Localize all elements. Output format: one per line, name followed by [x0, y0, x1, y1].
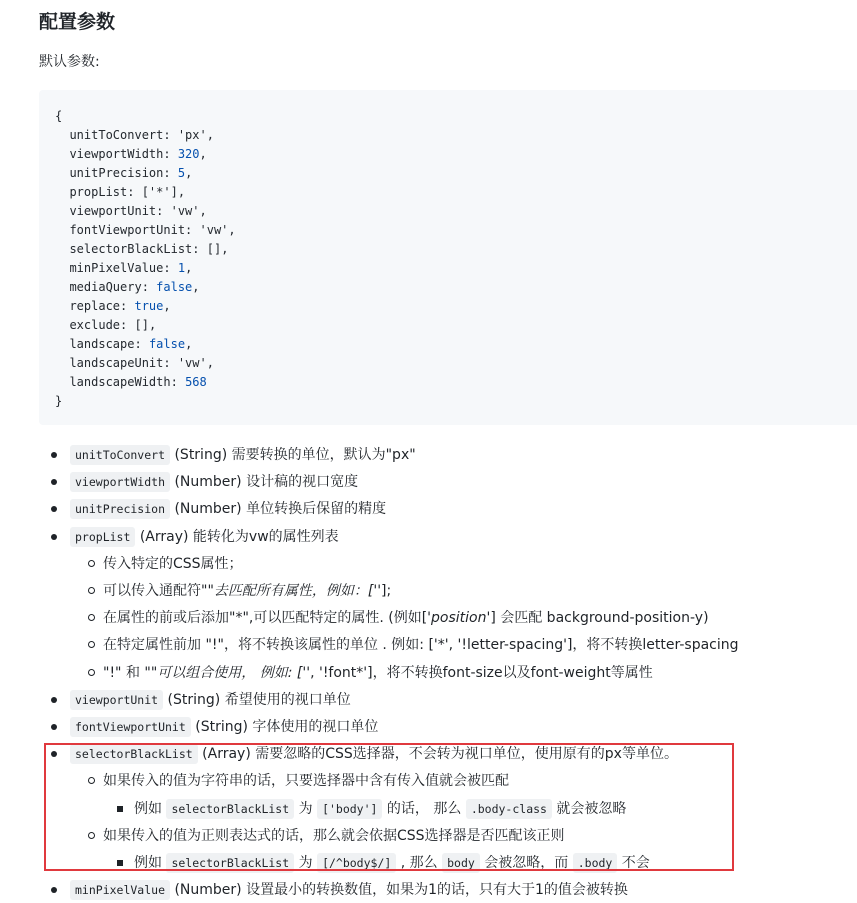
bullet-disc-icon	[51, 697, 57, 703]
code-key: selectorBlackList	[69, 242, 193, 256]
code-key: mediaQuery	[69, 280, 142, 294]
code-line: unitToConvert: 'px',	[69, 128, 214, 142]
plain-text: 为	[294, 800, 318, 817]
bullet-disc-icon	[51, 751, 57, 757]
plain-text: , 那么	[396, 855, 443, 871]
option-text	[70, 442, 416, 468]
code-value: false	[156, 280, 193, 294]
plain-text: (Array) 需要忽略的CSS选择器，不会转为视口单位，使用原有的px等单位。	[197, 746, 678, 763]
code-line: replace: true,	[69, 299, 171, 313]
option-text	[103, 605, 709, 631]
code-key: fontViewportUnit	[69, 223, 186, 237]
option-text	[103, 823, 565, 849]
bullet-circle-icon	[88, 832, 95, 839]
option-text	[70, 469, 358, 495]
option-text	[103, 551, 243, 577]
plain-text: (String) 希望使用的视口单位	[163, 691, 351, 708]
emphasis-text: position	[431, 610, 487, 627]
inline-code: body	[442, 853, 480, 873]
plain-text: '] 会匹配 background-position-y)	[486, 610, 709, 627]
option-item	[0, 741, 857, 767]
option-text	[134, 850, 650, 876]
bullet-circle-icon	[88, 587, 95, 594]
code-key: replace	[69, 299, 121, 313]
option-item	[0, 469, 857, 495]
plain-text: 的话， 那么	[382, 800, 466, 817]
option-subitem	[0, 605, 857, 631]
plain-text: (String) 字体使用的视口单位	[190, 719, 379, 735]
code-value: []	[206, 242, 222, 256]
inline-code: propList	[70, 527, 135, 547]
inline-code: fontViewportUnit	[70, 717, 191, 737]
option-text	[103, 768, 509, 794]
option-subitem	[0, 660, 857, 686]
code-value: 'vw'	[199, 223, 229, 237]
option-item	[0, 524, 857, 550]
plain-text: (String) 需要转换的单位，默认为"px"	[170, 447, 416, 463]
code-line: propList: ['*'],	[69, 185, 186, 199]
option-text	[70, 877, 628, 903]
code-line: landscape: false,	[69, 337, 193, 351]
option-text	[70, 714, 378, 740]
bullet-circle-icon	[88, 669, 95, 676]
plain-text: 会被忽略，而	[479, 855, 573, 871]
plain-text: 不会	[617, 855, 650, 871]
bullet-circle-icon	[88, 560, 95, 567]
code-key: landscapeWidth	[69, 375, 171, 389]
code-value: 'px'	[177, 128, 207, 142]
option-text	[70, 496, 386, 522]
inline-code: selectorBlackList	[166, 853, 294, 873]
code-line: unitPrecision: 5,	[69, 166, 193, 180]
code-line: landscapeWidth: 568	[69, 375, 207, 389]
code-content	[55, 107, 236, 411]
bullet-disc-icon	[51, 452, 57, 458]
bullet-disc-icon	[51, 506, 57, 512]
bullet-disc-icon	[51, 887, 57, 893]
option-example	[0, 850, 857, 876]
inline-code: unitPrecision	[70, 499, 170, 519]
bullet-disc-icon	[51, 479, 57, 485]
plain-text: 例如	[134, 855, 167, 871]
inline-code: [/^body$/]	[317, 853, 396, 873]
code-value: 320	[177, 147, 200, 161]
bullet-circle-icon	[88, 777, 95, 784]
emphasis-text: 去匹配所有属性，例如：['	[213, 583, 378, 599]
option-subitem	[0, 551, 857, 577]
code-key: minPixelValue	[69, 261, 164, 275]
plain-text: (Number) 设计稿的视口宽度	[170, 474, 359, 491]
code-line: viewportWidth: 320,	[69, 147, 207, 161]
inline-code: selectorBlackList	[166, 799, 294, 819]
option-subitem	[0, 578, 857, 604]
code-value: true	[134, 299, 164, 313]
option-text	[70, 524, 339, 550]
plain-text: (Number) 设置最小的转换数值，如果为1的话，只有大于1的值会被转换	[170, 882, 628, 899]
bullet-disc-icon	[51, 534, 57, 540]
option-text	[103, 632, 739, 658]
code-value: ['*']	[141, 185, 178, 199]
code-key: viewportUnit	[69, 204, 157, 218]
code-key: propList	[69, 185, 128, 199]
plain-text: 可以传入通配符""	[103, 583, 214, 599]
option-text	[103, 578, 391, 604]
plain-text: 就会被忽略	[551, 800, 627, 817]
inline-code: selectorBlackList	[70, 744, 198, 764]
code-block	[39, 90, 857, 425]
bullet-square-icon	[117, 860, 123, 866]
plain-text: 例如	[134, 800, 167, 817]
option-item	[0, 496, 857, 522]
code-key: unitToConvert	[69, 128, 164, 142]
code-line: fontViewportUnit: 'vw',	[69, 223, 236, 237]
code-brace-open: {	[55, 109, 63, 123]
code-line: viewportUnit: 'vw',	[69, 204, 207, 218]
page-title: 配置参数	[39, 11, 116, 33]
inline-code: unitToConvert	[70, 445, 170, 465]
code-value: []	[134, 318, 149, 332]
plain-text: 为	[294, 855, 318, 871]
code-key: viewportWidth	[69, 147, 164, 161]
option-item	[0, 442, 857, 468]
option-item	[0, 714, 857, 740]
plain-text: (Number) 单位转换后保留的精度	[170, 501, 387, 518]
plain-text: (Array) 能转化为vw的属性列表	[135, 528, 339, 545]
code-value: false	[148, 337, 186, 351]
bullet-disc-icon	[51, 724, 57, 730]
code-key: landscape	[69, 337, 135, 351]
option-subitem	[0, 632, 857, 658]
code-value: 5	[177, 166, 186, 180]
code-brace-close: }	[55, 394, 63, 408]
code-line: minPixelValue: 1,	[69, 261, 193, 275]
inline-code: minPixelValue	[70, 880, 170, 900]
option-text	[70, 741, 678, 767]
code-line: mediaQuery: false,	[69, 280, 200, 294]
option-subitem	[0, 823, 857, 849]
option-text	[70, 687, 351, 713]
option-text	[103, 660, 653, 686]
plain-text: "!" 和 ""	[103, 664, 158, 681]
code-key: exclude	[69, 318, 121, 332]
option-text	[134, 796, 626, 822]
plain-text: 在特定属性前加 "!"，将不转换该属性的单位 . 例如: ['*', '!letter-spacing']，将不转换letter-spacing	[103, 637, 739, 654]
bullet-square-icon	[117, 806, 123, 812]
option-example	[0, 796, 857, 822]
code-value: 'vw'	[177, 356, 207, 370]
code-line: exclude: [],	[69, 318, 157, 332]
bullet-circle-icon	[88, 614, 95, 621]
option-subitem	[0, 768, 857, 794]
code-value: 1	[177, 261, 186, 275]
option-item	[0, 877, 857, 903]
inline-code: viewportUnit	[70, 690, 163, 710]
code-value: 'vw'	[170, 204, 200, 218]
plain-text: '];	[377, 583, 392, 599]
plain-text: 传入特定的CSS属性；	[103, 555, 243, 572]
code-line: landscapeUnit: 'vw',	[69, 356, 214, 370]
plain-text: 如果传入的值为正则表达式的话，那么就会依据CSS选择器是否匹配该正则	[103, 827, 565, 844]
code-key: unitPrecision	[69, 166, 164, 180]
plain-text: ', '!font*']，将不转换font-size以及font-weight等属性	[306, 664, 653, 681]
inline-code: viewportWidth	[70, 472, 170, 492]
inline-code: .body	[573, 853, 618, 873]
bullet-circle-icon	[88, 641, 95, 648]
emphasis-text: 可以组合使用， 例如: ['	[157, 664, 307, 681]
code-key: landscapeUnit	[69, 356, 164, 370]
intro-text: 默认参数:	[39, 54, 100, 70]
code-value: 568	[185, 375, 207, 389]
plain-text: 在属性的前或后添加"*",可以匹配特定的属性. (例如['	[103, 610, 432, 627]
code-line: selectorBlackList: [],	[69, 242, 229, 256]
inline-code: ['body']	[317, 799, 382, 819]
inline-code: .body-class	[466, 799, 552, 819]
option-item	[0, 687, 857, 713]
plain-text: 如果传入的值为字符串的话，只要选择器中含有传入值就会被匹配	[103, 773, 509, 790]
